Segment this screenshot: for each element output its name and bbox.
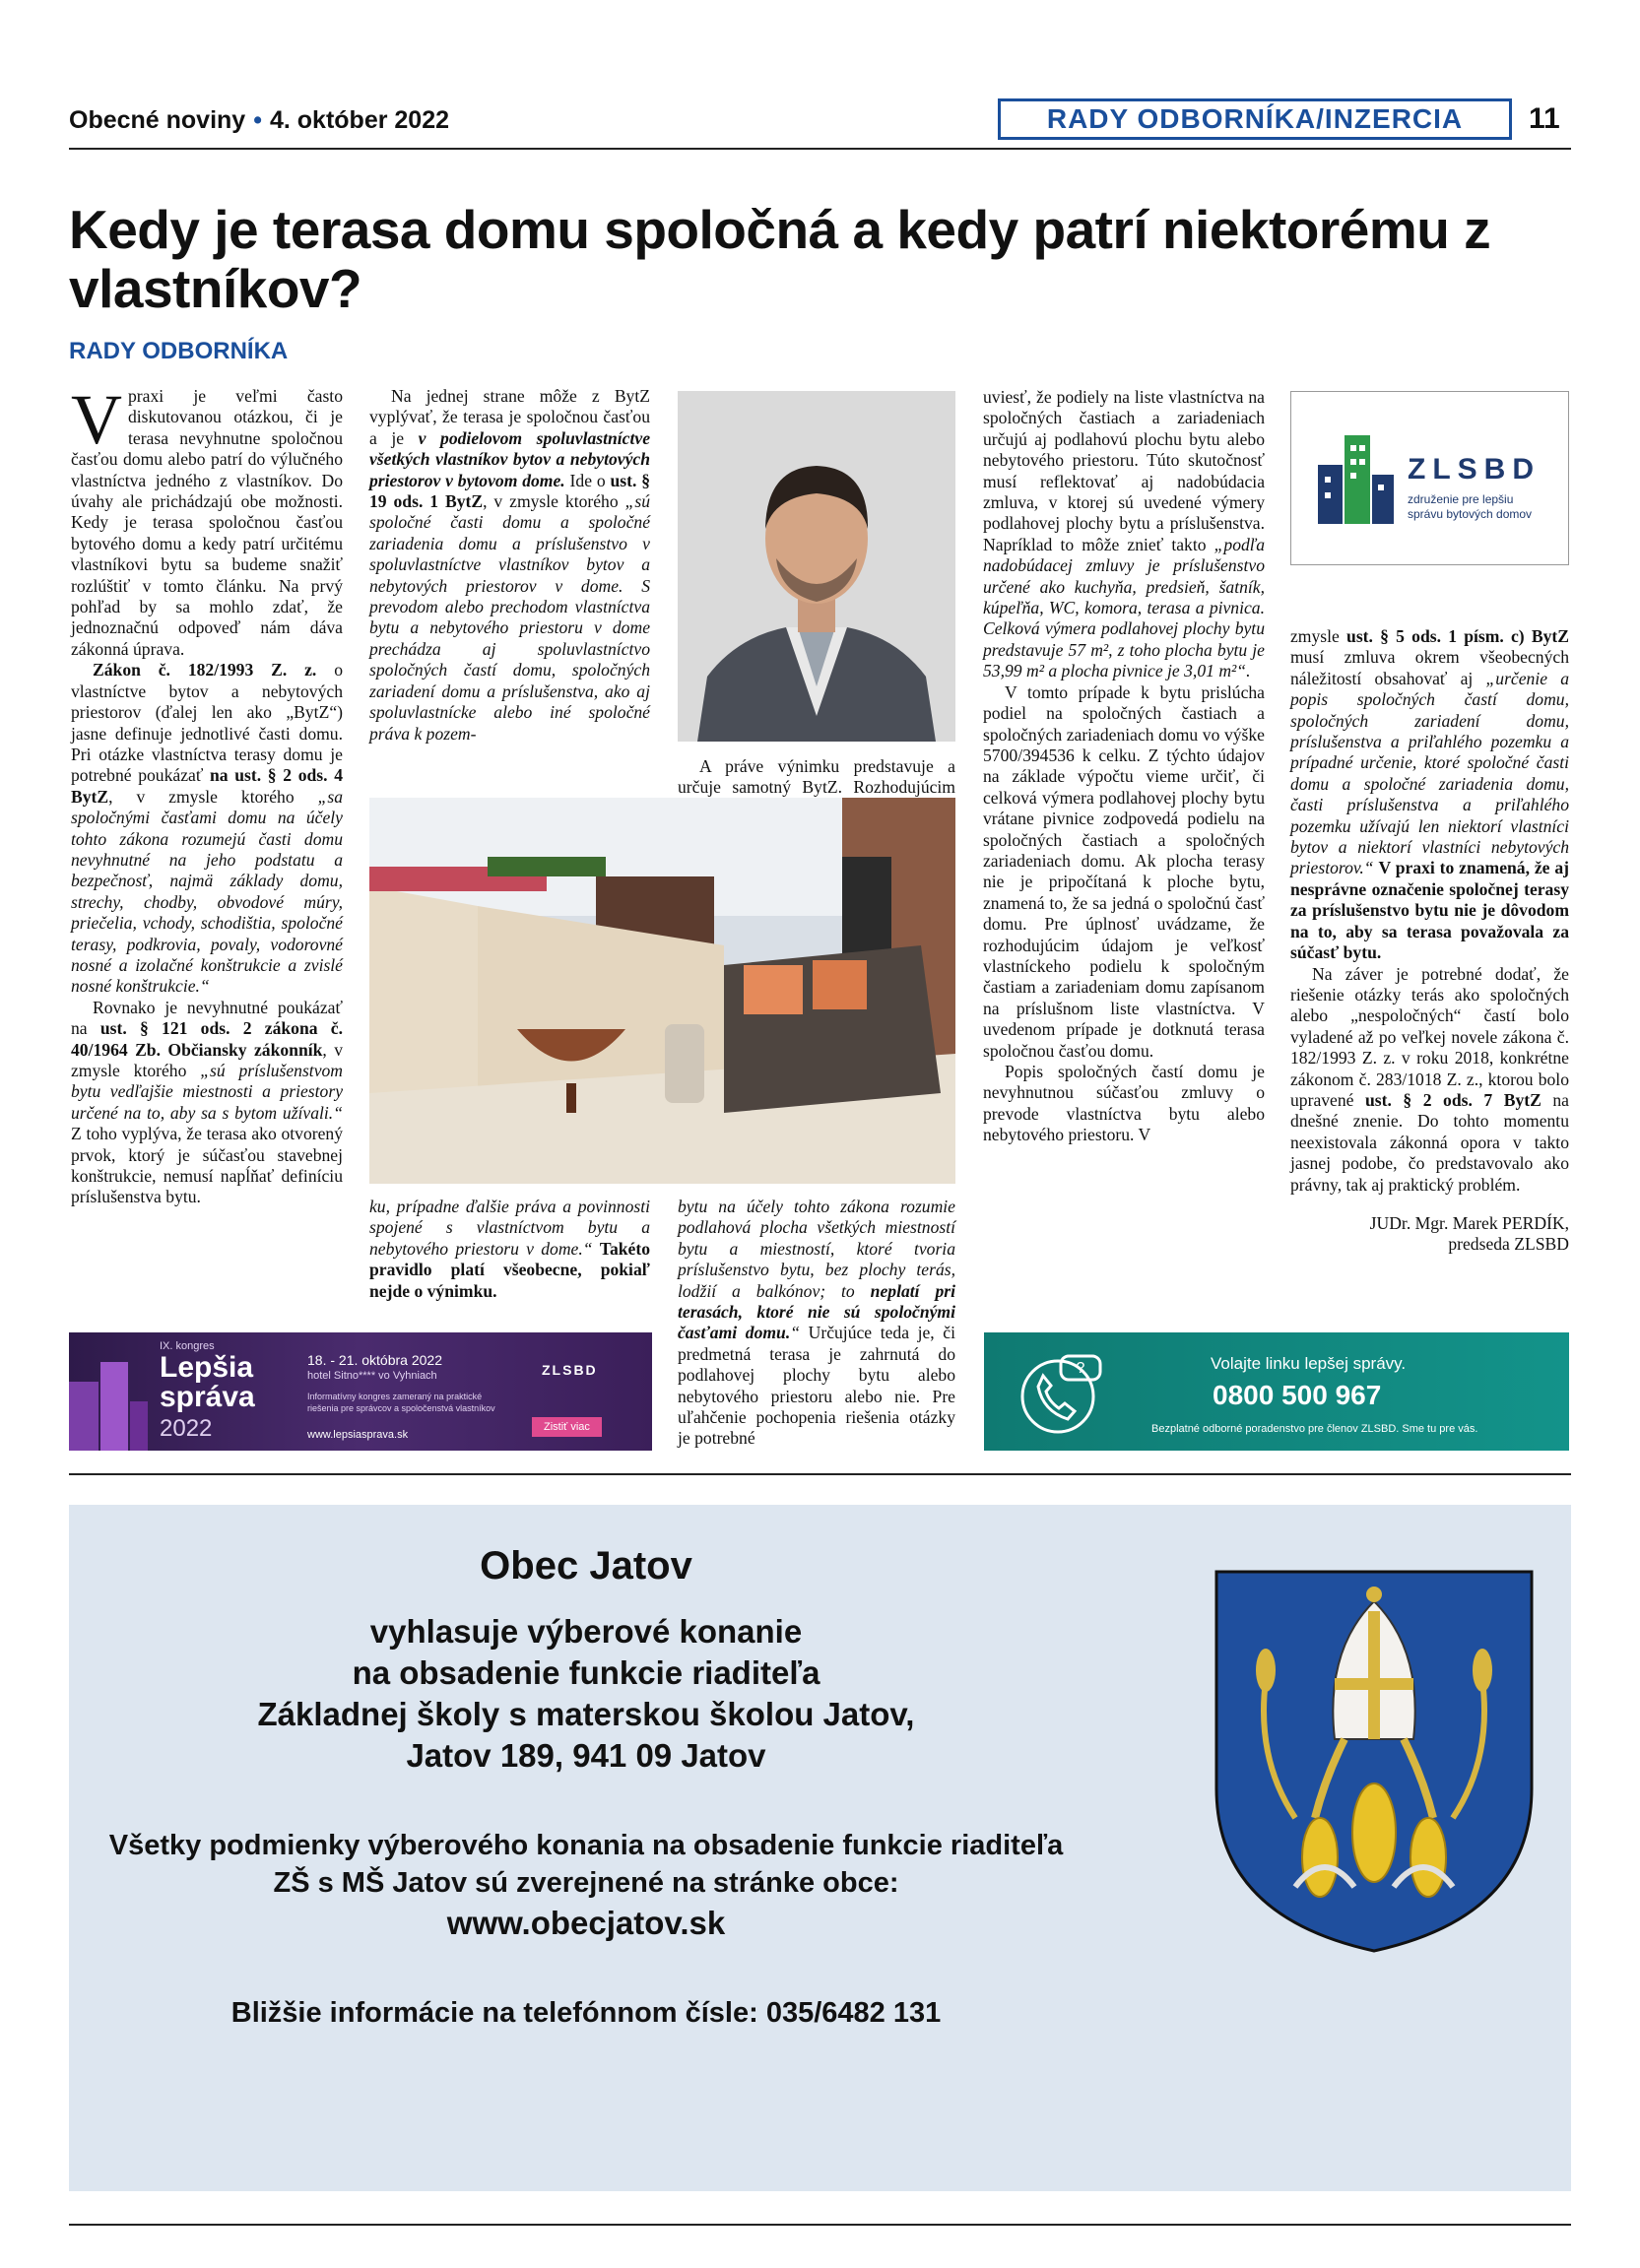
paragraph: bytu na účely tohto zákona rozumie podlahová plocha všetkých miestností bytu a miestností, ktoré tvoria príslušenstvo bytu, bez plochy terás, lodžií a balkónov; to neplatí pri terasách, ktoré nie sú spoločnými časťami domu.“ Určujúce teda je, či predmetná terasa je zahrnutá do podlahovej plochy bytu alebo nebytového priestoru alebo nie. Pre uľahčenie pochopenia riešenia otázky je potrebné	[678, 1197, 955, 1449]
logo-wordmark: ZLSBD	[1408, 453, 1541, 486]
author-portrait-photo	[678, 391, 955, 742]
article-column-1	[71, 380, 344, 1208]
notice-conditions-1: Všetky podmienky výberového konania na obsadenie funkcie riaditeľa	[108, 1830, 1064, 1861]
congress-brand: ZLSBD	[542, 1362, 598, 1378]
paragraph: uviesť, že podiely na liste vlastníctva na spoločných častiach a zariadeniach určujú aj podlahovú plochu bytu alebo nebytového priestoru. Túto skutočnosť musí reflektovať aj nadobúdacia zmluva, v ktorej sú uvedené výmery podlahovej plochy bytu a príslušenstva. Napríklad to môže znieť takto „podľa nadobúdacej zmluvy je príslušenstvo určené ako kuchyňa, predsieň, šatník, kúpeľňa, WC, komora, terasa a pivnica. Celková výmera podlahovej plochy bytu predstavuje 57 m², z toho plocha bytu je 53,99 m² a plocha pivnice je 3,01 m²“.	[983, 387, 1265, 681]
hotline-banner-ad[interactable]	[984, 1332, 1569, 1451]
issue-date: 4. október 2022	[269, 106, 450, 134]
congress-title-2: správa	[160, 1381, 255, 1413]
congress-dates: 18. - 21. októbra 2022	[307, 1352, 442, 1368]
congress-kicker: IX. kongres	[160, 1340, 215, 1352]
paragraph: Popis spoločných častí domu je nevyhnutnou súčasťou zmluvy o prevode vlastníctva bytu alebo nebytového priestoru. V	[983, 1062, 1265, 1145]
paragraph: Zákon č. 182/1993 Z. z. o vlastníctve bytov a nebytových priestorov (ďalej len ako „BytZ“) jasne definuje jednotlivé časti domu. Pri otázke vlastníctva terasy domu je potrebné poukázať na ust. § 2 ods. 4 BytZ, v zmysle ktorého „sa spoločnými časťami domu na účely tohto zákona rozumejú časti domu nevyhnutné na jeho podstatu a bezpečnosť, najmä základy domu, strechy, chodby, obvodové múry, priečelia, vchody, schodištia, spoločné terasy, podkrovia, povaly, vodorovné nosné a izolačné konštrukcie a zvislé nosné konštrukcie.“	[71, 660, 344, 997]
footer-rule	[69, 2224, 1571, 2226]
notice-contact: Bližšie informácie na telefónnom čísle: 035/6482 131	[230, 1997, 942, 2029]
congress-banner-ad[interactable]	[69, 1332, 652, 1451]
terrace-illustration	[369, 798, 955, 1184]
logo-tagline-1: združenie pre lepšiu	[1408, 492, 1514, 506]
job-notice-box	[69, 1505, 1571, 2191]
notice-line-1: vyhlasuje výberové konanie	[369, 1613, 803, 1650]
phone-chat-icon	[1004, 1342, 1112, 1441]
notice-website[interactable]: www.obecjatov.sk	[446, 1905, 726, 1941]
notice-line-4: Jatov 189, 941 09 Jatov	[406, 1737, 766, 1774]
paragraph: Rovnako je nevyhnutné poukázať na ust. § 121 ods. 2 zákona č. 40/1964 Zb. Občiansky zákonník, v zmysle ktorého „sú príslušenstvom bytu vedľajšie miestnosti a priestory určené na to, aby sa s bytom užívali.“ Z toho vyplýva, že terasa ako otvorený prvok, ktorý je súčasťou stavebnej konštrukcie, nemusí napĺňať definíciu príslušenstva bytu.	[71, 997, 344, 1207]
article-column-2-continued	[369, 1197, 650, 1302]
author-signature: JUDr. Mgr. Marek PERDÍK, predseda ZLSBD	[1369, 1212, 1569, 1255]
page-number: 11	[1529, 102, 1560, 135]
svg-text:?: ?	[1076, 1360, 1085, 1377]
coat-of-arms-icon	[1207, 1562, 1542, 1956]
congress-venue: hotel Sitno**** vo Vyhniach	[307, 1370, 437, 1382]
article-column-4	[983, 387, 1265, 1146]
logo-tagline-2: správu bytových domov	[1408, 507, 1533, 521]
section-label: RADY ODBORNÍKA/INZERCIA	[998, 98, 1512, 140]
article-column-2	[369, 386, 650, 745]
building-logo-icon	[1313, 425, 1402, 534]
separator: •	[253, 106, 262, 134]
notice-line-2: na obsadenie funkcie riaditeľa	[352, 1654, 820, 1691]
article-rubric: RADY ODBORNÍKA	[69, 338, 289, 364]
publication-name: Obecné noviny	[69, 106, 246, 134]
notice-line-3: Základnej školy s materskou školou Jatov,	[257, 1696, 915, 1732]
hotline-phone[interactable]: 0800 500 967	[1213, 1380, 1382, 1410]
paragraph: Na záver je potrebné dodať, že riešenie otázky terás ako spoločných alebo „nespoločných“ častí bolo vyladené až po veľkej novele zákona č. 182/1993 Z. z. v roku 2018, konkrétne zákonom č. 283/1018 Z. z., ktorou bolo upravené ust. § 2 ods. 7 BytZ na dnešné znenie. Do tohto momentu neexistovala zákonná opora v takto jasnej podobe, čo predstavovalo ako právny, tak aj praktický problém.	[1290, 963, 1569, 1195]
paragraph: V tomto prípade k bytu prislúcha podiel na spoločných častiach a spoločných zariadeniach domu vo výške 5700/394536 k celku. Z týchto údajov na základe výpočtu vieme určiť, či celková výmera podlahovej plochy bytu vrátane pivnice zodpovedá podielu na spoločných častiach a spoločných zariadeniach domu. Ak plocha terasy nie je pripočítaná k ploche bytu, znamená to, že sa jedná o spoločnú časť domu. Pre úplnosť uvádzame, že rozhodujúcim údajom je veľkosť vlastníckeho podielu k spoločným častiam a zariadeniam domu zapísanom na príslušnom liste vlastníctva. V uvedenom prípade je dotknutá terasa spoločnou časťou domu.	[983, 681, 1265, 1061]
header-rule	[69, 148, 1571, 150]
paragraph: ku, prípadne ďalšie práva a povinnosti spojené s vlastníctvom bytu a nebytového priestoru v dome.“ Takéto pravidlo platí všeobecne, pokiaľ nejde o výnimku.	[369, 1197, 650, 1301]
portrait-illustration	[678, 391, 955, 742]
congress-desc-2: riešenia pre správcov a spoločenstvá vlastníkov	[307, 1403, 495, 1413]
drop-cap: V	[71, 380, 122, 459]
congress-cta-button[interactable]: Zistiť viac	[532, 1417, 602, 1437]
section-rule	[69, 1473, 1571, 1475]
notice-org: Obec Jatov	[480, 1544, 692, 1588]
paragraph: Vpraxi je veľmi často diskutovanou otázkou, či je terasa nevyhnutne spoločnou časťou domu alebo patrí do výlučného vlastníctva jedného z vlastníkov. Do úvahy ale prichádzajú obe možnosti. Kedy je terasa spoločnou časťou bytového domu a kedy patrí určitému vlastníkovi bytu sa budeme snažiť rozlúštiť v tomto článku. Na prvý pohľad by sa mohlo zdať, že jednoznačnú odpoveď nám dáva zákonná úprava.	[71, 380, 343, 659]
paragraph: A práve výnimku predstavuje a určuje samotný BytZ. Rozhodujúcim	[678, 756, 955, 798]
paragraph: zmysle ust. § 5 ods. 1 písm. c) BytZ musí zmluva okrem všeobecných náležitostí obsahovať aj „určenie a popis spoločných častí domu, spoločných zariadení domu, príslušenstva a priľahlého pozemku a prípadné určenie, ktoré spoločné časti domu a spoločné zariadenia domu, časti príslušenstva a priľahlého pozemku užívajú len niektorí vlastníci bytov a niektorí vlastníci nebytových priestorov.“ V praxi to znamená, že aj nesprávne označenie spoločnej terasy za príslušenstvo bytu nie je dôvodom na to, aby sa terasa považovala za súčasť bytu.	[1290, 626, 1569, 963]
article-column-3-continued	[678, 1197, 955, 1450]
terrace-photo	[369, 798, 955, 1184]
buildings-graphic	[69, 1332, 148, 1451]
hotline-note: Bezplatné odborné poradenstvo pre členov ZLSBD. Sme tu pre vás.	[1151, 1423, 1478, 1435]
article-column-5	[1290, 626, 1569, 1256]
paragraph: Na jednej strane môže z BytZ vyplývať, že terasa je spoločnou časťou a je v podielovom spoluvlastníctve všetkých vlastníkov bytov a nebytových priestorov v bytovom dome. Ide o ust. § 19 ods. 1 BytZ, v zmysle ktorého „sú spoločné časti domu a spoločné zariadenia domu a príslušenstvo v spoluvlastníctve vlastníkov bytov a nebytových priestorov v dome. S prevodom alebo prechodom vlastníctva bytu a nebytového priestoru v dome prechádza aj spoluvlastníctvo spoločných častí domu, spoločných zariadení domu a príslušenstva, ako aj spoluvlastnícke alebo iné spoločné práva k pozem-	[369, 386, 650, 744]
zlsbd-logo-box	[1290, 391, 1569, 565]
masthead	[69, 106, 449, 135]
congress-year: 2022	[160, 1415, 213, 1442]
congress-url[interactable]: www.lepsiasprava.sk	[307, 1429, 409, 1441]
hotline-headline: Volajte linku lepšej správy.	[1211, 1354, 1407, 1373]
notice-conditions-2: ZŠ s MŠ Jatov sú zverejnené na stránke obce:	[273, 1867, 899, 1899]
congress-title-1: Lepšia	[160, 1351, 254, 1384]
article-title: Kedy je terasa domu spoločná a kedy patrí niektorému z vlastníkov?	[69, 199, 1491, 319]
congress-desc-1: Informatívny kongres zameraný na praktické	[307, 1392, 483, 1401]
